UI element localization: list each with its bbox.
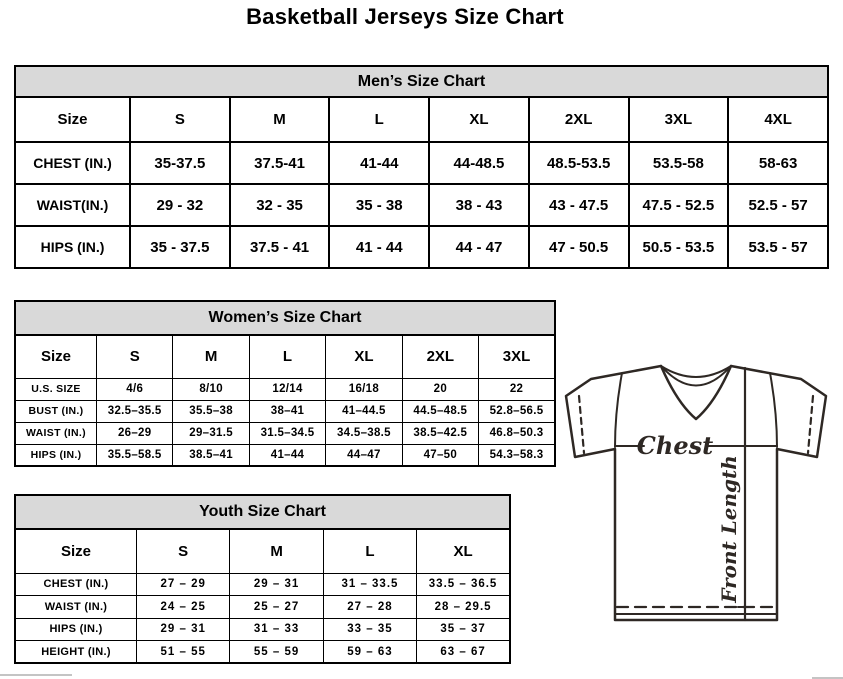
front-length-label: Front Length bbox=[717, 455, 741, 603]
table-cell: 38–41 bbox=[249, 400, 325, 422]
jersey-measurement-diagram bbox=[556, 356, 840, 628]
table-cell: 33 – 35 bbox=[323, 618, 416, 641]
table-cell: 31 – 33.5 bbox=[323, 573, 416, 596]
column-header: S bbox=[130, 97, 230, 142]
column-header: 2XL bbox=[529, 97, 629, 142]
table-cell: 28 – 29.5 bbox=[417, 596, 510, 619]
column-header-row bbox=[15, 335, 555, 378]
table-cell: 35.5–38 bbox=[173, 400, 249, 422]
table-cell: 25 – 27 bbox=[230, 596, 323, 619]
womens-size-table bbox=[14, 334, 556, 467]
table-cell: 52.5 - 57 bbox=[728, 184, 828, 226]
row-label: U.S. SIZE bbox=[15, 378, 97, 400]
table-cell: 38.5–42.5 bbox=[402, 422, 478, 444]
table-cell: 35 - 37.5 bbox=[130, 226, 230, 268]
table-cell: 41–44.5 bbox=[326, 400, 402, 422]
left-cuff-stitch-dashed bbox=[579, 396, 584, 453]
column-header-row bbox=[15, 97, 828, 142]
table-row bbox=[15, 378, 555, 400]
column-header: S bbox=[137, 529, 230, 573]
v-neck-outline bbox=[661, 366, 731, 419]
table-cell: 12/14 bbox=[249, 378, 325, 400]
table-cell: 29–31.5 bbox=[173, 422, 249, 444]
table-cell: 44-48.5 bbox=[429, 142, 529, 184]
column-header: L bbox=[329, 97, 429, 142]
table-cell: 34.5–38.5 bbox=[326, 422, 402, 444]
mens-size-chart bbox=[14, 65, 829, 269]
table-cell: 51 – 55 bbox=[137, 641, 230, 664]
table-cell: 37.5-41 bbox=[230, 142, 330, 184]
table-cell: 37.5 - 41 bbox=[230, 226, 330, 268]
column-header: L bbox=[249, 335, 325, 378]
youth-size-table bbox=[14, 528, 511, 664]
row-label: WAIST (IN.) bbox=[15, 596, 137, 619]
table-row bbox=[15, 226, 828, 268]
youth-size-chart bbox=[14, 494, 511, 664]
column-header: 3XL bbox=[479, 335, 555, 378]
column-header: XL bbox=[417, 529, 510, 573]
row-label: HIPS (IN.) bbox=[15, 444, 97, 466]
column-header: XL bbox=[326, 335, 402, 378]
right-armhole-seam bbox=[770, 373, 777, 447]
table-cell: 53.5-58 bbox=[629, 142, 729, 184]
row-label: WAIST (IN.) bbox=[15, 422, 97, 444]
table-cell: 8/10 bbox=[173, 378, 249, 400]
table-row bbox=[15, 618, 510, 641]
column-header: M bbox=[230, 97, 330, 142]
table-row bbox=[15, 596, 510, 619]
column-header: M bbox=[230, 529, 323, 573]
table-cell: 16/18 bbox=[326, 378, 402, 400]
womens-size-chart bbox=[14, 300, 556, 467]
table-cell: 4/6 bbox=[97, 378, 173, 400]
table-cell: 63 – 67 bbox=[417, 641, 510, 664]
table-cell: 35-37.5 bbox=[130, 142, 230, 184]
table-cell: 35 – 37 bbox=[417, 618, 510, 641]
table-cell: 47 - 50.5 bbox=[529, 226, 629, 268]
column-header: 2XL bbox=[402, 335, 478, 378]
table-cell: 58-63 bbox=[728, 142, 828, 184]
table-cell: 59 – 63 bbox=[323, 641, 416, 664]
table-cell: 47–50 bbox=[402, 444, 478, 466]
table-cell: 29 – 31 bbox=[230, 573, 323, 596]
table-cell: 55 – 59 bbox=[230, 641, 323, 664]
row-label: WAIST(IN.) bbox=[15, 184, 130, 226]
table-cell: 29 – 31 bbox=[137, 618, 230, 641]
table-row bbox=[15, 573, 510, 596]
jersey-diagram-svg bbox=[556, 356, 840, 628]
table-cell: 44.5–48.5 bbox=[402, 400, 478, 422]
chest-label: Chest bbox=[636, 431, 714, 460]
mens-size-chart-title: Men’s Size Chart bbox=[14, 65, 829, 98]
table-cell: 38 - 43 bbox=[429, 184, 529, 226]
table-cell: 27 – 29 bbox=[137, 573, 230, 596]
column-header: 3XL bbox=[629, 97, 729, 142]
page-title: Basketball Jerseys Size Chart bbox=[246, 4, 564, 29]
table-cell: 32 - 35 bbox=[230, 184, 330, 226]
table-cell: 41-44 bbox=[329, 142, 429, 184]
mens-size-table bbox=[14, 96, 829, 269]
column-header: L bbox=[323, 529, 416, 573]
column-header: 4XL bbox=[728, 97, 828, 142]
table-cell: 48.5-53.5 bbox=[529, 142, 629, 184]
table-cell: 41 - 44 bbox=[329, 226, 429, 268]
table-row bbox=[15, 142, 828, 184]
table-cell: 54.3–58.3 bbox=[479, 444, 555, 466]
table-cell: 38.5–41 bbox=[173, 444, 249, 466]
row-label: HIPS (IN.) bbox=[15, 618, 137, 641]
table-cell: 44 - 47 bbox=[429, 226, 529, 268]
table-cell: 26–29 bbox=[97, 422, 173, 444]
row-label: CHEST (IN.) bbox=[15, 142, 130, 184]
table-cell: 22 bbox=[479, 378, 555, 400]
table-cell: 43 - 47.5 bbox=[529, 184, 629, 226]
table-cell: 41–44 bbox=[249, 444, 325, 466]
horizontal-scrollbar-fragment-left[interactable] bbox=[0, 674, 72, 676]
column-header: Size bbox=[15, 335, 97, 378]
table-cell: 27 – 28 bbox=[323, 596, 416, 619]
table-cell: 33.5 – 36.5 bbox=[417, 573, 510, 596]
table-row bbox=[15, 444, 555, 466]
table-cell: 50.5 - 53.5 bbox=[629, 226, 729, 268]
column-header: Size bbox=[15, 529, 137, 573]
table-row bbox=[15, 184, 828, 226]
row-label: HIPS (IN.) bbox=[15, 226, 130, 268]
row-label: BUST (IN.) bbox=[15, 400, 97, 422]
table-row bbox=[15, 400, 555, 422]
column-header: S bbox=[97, 335, 173, 378]
womens-size-chart-title: Women’s Size Chart bbox=[14, 300, 556, 336]
table-cell: 35.5–58.5 bbox=[97, 444, 173, 466]
right-cuff-stitch-dashed bbox=[808, 396, 813, 453]
table-cell: 29 - 32 bbox=[130, 184, 230, 226]
table-cell: 24 – 25 bbox=[137, 596, 230, 619]
row-label: CHEST (IN.) bbox=[15, 573, 137, 596]
table-cell: 31.5–34.5 bbox=[249, 422, 325, 444]
youth-size-chart-title: Youth Size Chart bbox=[14, 494, 511, 530]
table-cell: 44–47 bbox=[326, 444, 402, 466]
table-cell: 31 – 33 bbox=[230, 618, 323, 641]
table-row bbox=[15, 641, 510, 664]
table-row bbox=[15, 422, 555, 444]
table-cell: 20 bbox=[402, 378, 478, 400]
table-cell: 47.5 - 52.5 bbox=[629, 184, 729, 226]
jersey-outline bbox=[566, 366, 826, 620]
column-header-row bbox=[15, 529, 510, 573]
row-label: HEIGHT (IN.) bbox=[15, 641, 137, 664]
table-cell: 46.8–50.3 bbox=[479, 422, 555, 444]
column-header: M bbox=[173, 335, 249, 378]
table-cell: 53.5 - 57 bbox=[728, 226, 828, 268]
column-header: Size bbox=[15, 97, 130, 142]
table-cell: 35 - 38 bbox=[329, 184, 429, 226]
left-armhole-seam bbox=[615, 373, 622, 447]
column-header: XL bbox=[429, 97, 529, 142]
table-cell: 52.8–56.5 bbox=[479, 400, 555, 422]
table-cell: 32.5–35.5 bbox=[97, 400, 173, 422]
